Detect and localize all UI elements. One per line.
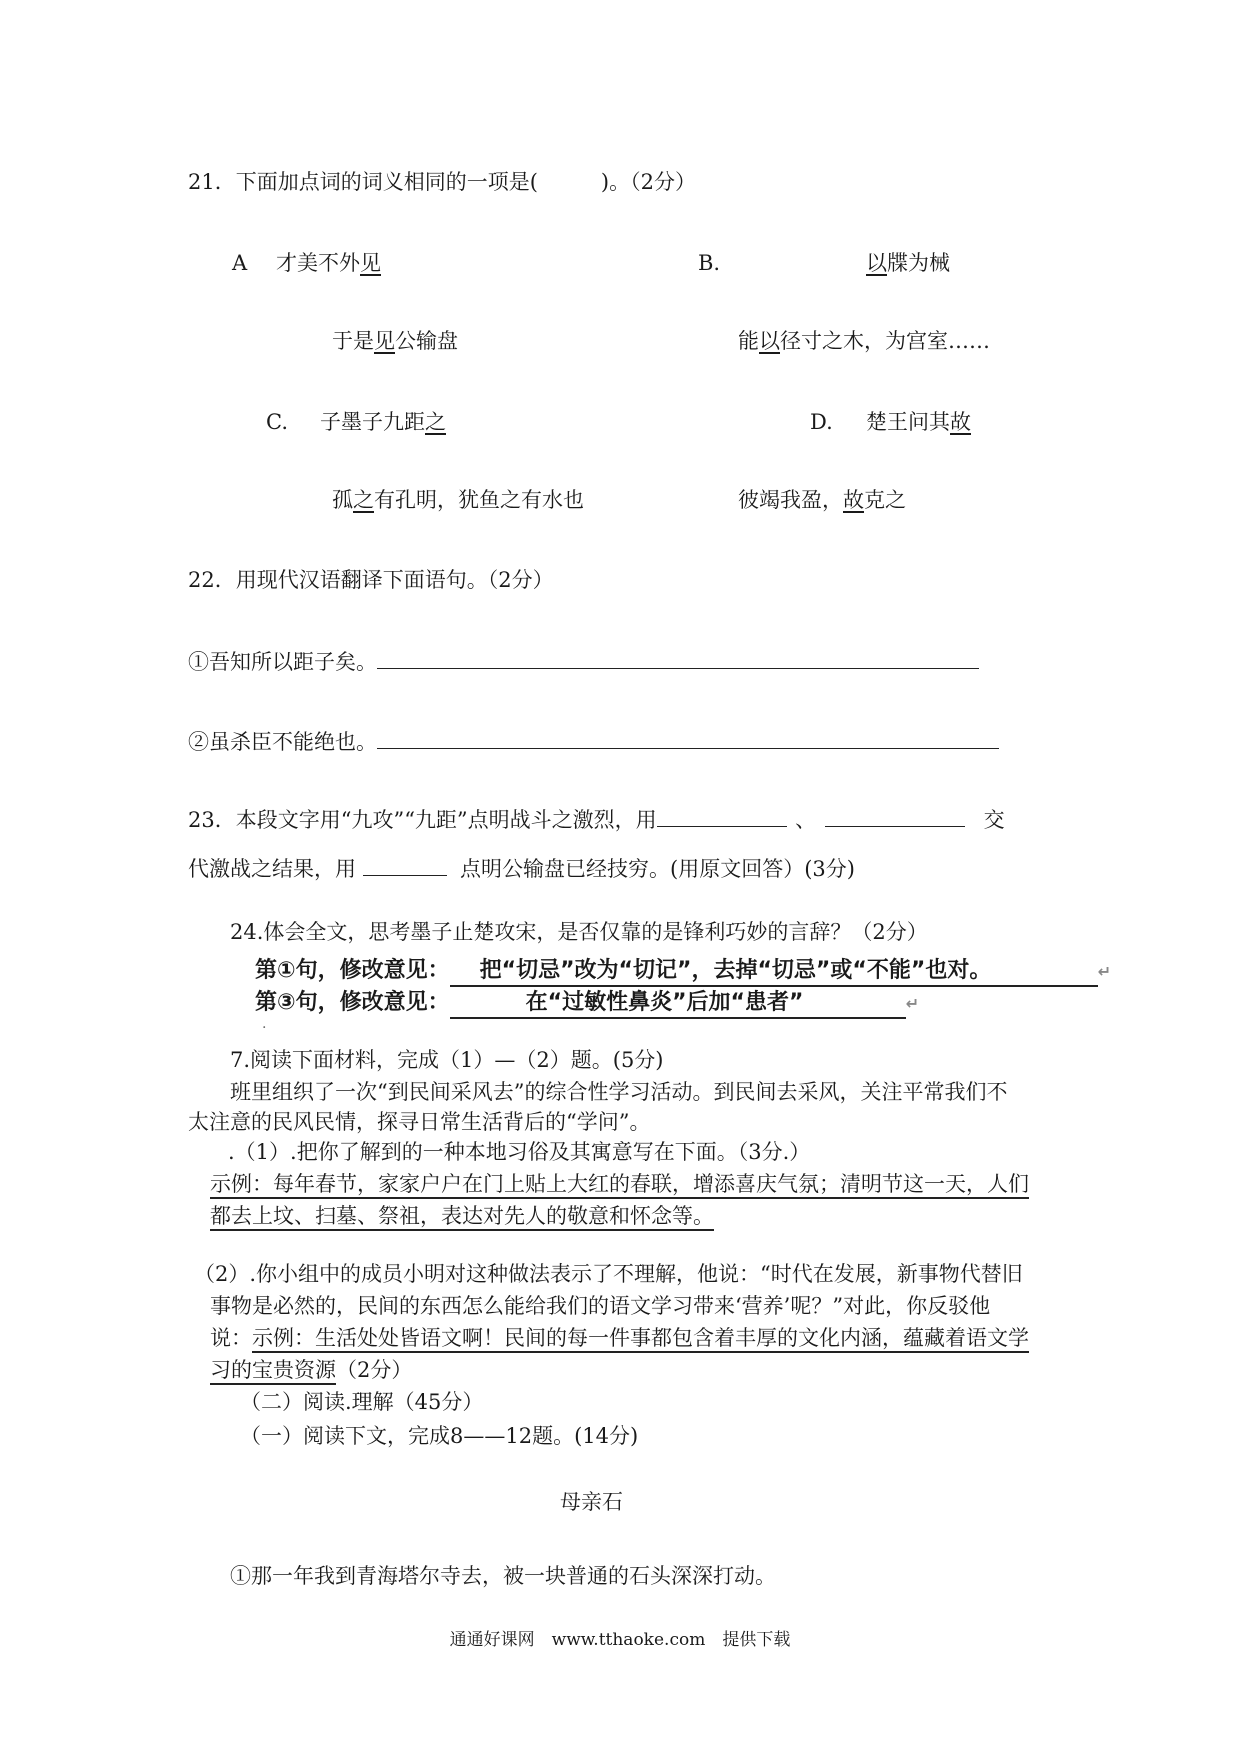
answer-blank[interactable] bbox=[657, 806, 787, 827]
q22-sentence-1: ①吾知所以距子矣。 bbox=[188, 648, 979, 675]
q23-line-2: 代激战之结果，用 点明公输盘已经技穷。(用原文回答）(3分) bbox=[188, 857, 855, 881]
q24-stem: 24.体会全文，思考墨子止楚攻宋，是否仅靠的是锋利巧妙的言辞？（2分） bbox=[230, 920, 928, 944]
answer-blank[interactable] bbox=[377, 648, 979, 669]
q21-option-b-line1: 以牒为械 bbox=[866, 251, 950, 275]
q21-option-c-label: C. bbox=[266, 410, 288, 434]
q21-option-a-line2: 于是见公输盘 bbox=[332, 329, 458, 353]
q7-material-line-2: 太注意的民风民情，探寻日常生活背后的“学问”。 bbox=[188, 1110, 651, 1134]
q22-sentence-2: ②虽杀臣不能绝也。 bbox=[188, 728, 999, 755]
q21-option-c-line2: 孤之有孔明，犹鱼之有水也 bbox=[332, 488, 584, 512]
q7-part1-stem: .（1）.把你了解到的一种本地习俗及其寓意写在下面。（3分.） bbox=[228, 1140, 811, 1164]
q21-option-c-line1: 子墨子九距之 bbox=[320, 410, 446, 434]
return-mark-icon: ↵ bbox=[905, 994, 920, 1013]
q7-part2-line-4: 习的宝贵资源（2分） bbox=[210, 1358, 412, 1383]
q21-option-b-line2: 能以径寸之木，为宫室…… bbox=[738, 329, 990, 353]
q22-stem: 22．用现代汉语翻译下面语句。（2分） bbox=[188, 568, 554, 592]
q7-part1-answer-line-1: 示例：每年春节，家家户户在门上贴上大红的春联，增添喜庆气氛；清明节这一天，人们 bbox=[210, 1172, 1029, 1197]
q21-option-d-line2: 彼竭我盈，故克之 bbox=[738, 488, 906, 512]
dotted-word: 以 bbox=[759, 329, 780, 353]
return-mark-icon: ↵ bbox=[1097, 962, 1112, 981]
dotted-word: 以 bbox=[866, 251, 887, 275]
q21-stem: 21．下面加点词的词义相同的一项是( )。（2分） bbox=[188, 170, 696, 194]
answer-blank[interactable] bbox=[363, 855, 447, 876]
dotted-word: 故 bbox=[950, 410, 971, 434]
q7-part2-line-2: 事物是必然的，民间的东西怎么能给我们的语文学习带来‘营养’呢？”对此，你反驳他 bbox=[210, 1294, 991, 1318]
section-heading-subsection: （一）阅读下文，完成8——12题。(14分) bbox=[240, 1424, 639, 1448]
q7-part1-answer-line-2: 都去上坟、扫墓、祭祖，表达对先人的敬意和怀念等。 bbox=[210, 1204, 714, 1229]
q21-option-d-line1: 楚王问其故 bbox=[866, 410, 971, 434]
q7-stem: 7.阅读下面材料，完成（1）—（2）题。(5分) bbox=[230, 1048, 664, 1072]
stray-dot: . bbox=[262, 1016, 267, 1032]
dotted-word: 见 bbox=[374, 329, 395, 353]
q21-option-b-label: B. bbox=[698, 251, 721, 275]
page-footer: 通通好课网 www.tthaoke.com 提供下载 bbox=[449, 1630, 791, 1650]
answer-blank[interactable] bbox=[825, 806, 965, 827]
revision-note-2: 第③句，修改意见： 在“过敏性鼻炎”后加“患者” ↵ bbox=[255, 990, 919, 1019]
passage-paragraph-1: ①那一年我到青海塔尔寺去，被一块普通的石头深深打动。 bbox=[230, 1564, 776, 1588]
dotted-word: 见 bbox=[360, 251, 381, 275]
answer-blank[interactable] bbox=[377, 728, 999, 749]
revision-note-1: 第①句，修改意见： 把“切忌”改为“切记”，去掉“切忌”或“不能”也对。 ↵ bbox=[255, 958, 1111, 987]
dotted-word: 之 bbox=[425, 410, 446, 434]
dotted-word: 之 bbox=[353, 488, 374, 512]
q21-option-a-label: A bbox=[232, 251, 248, 275]
passage-title: 母亲石 bbox=[560, 1490, 623, 1514]
q21-option-a-line1: 才美不外见 bbox=[276, 251, 381, 275]
section-heading-reading: （二）阅读.理解（45分） bbox=[240, 1390, 484, 1414]
q21-option-d-label: D. bbox=[810, 410, 833, 434]
q7-material-line-1: 班里组织了一次“到民间采风去”的综合性学习活动。到民间去采风，关注平常我们不 bbox=[230, 1080, 1008, 1104]
q7-part2-line-3: 说：示例：生活处处皆语文啊！民间的每一件事都包含着丰厚的文化内涵，蕴藏着语文学 bbox=[210, 1326, 1029, 1351]
dotted-word: 故 bbox=[843, 488, 864, 512]
q7-part2-line-1: （2）.你小组中的成员小明对这种做法表示了不理解，他说：“时代在发展，新事物代替旧 bbox=[194, 1262, 1023, 1286]
q23-line-1: 23．本段文字用“九攻”“九距”点明战斗之激烈，用 、 交 bbox=[188, 808, 1005, 832]
